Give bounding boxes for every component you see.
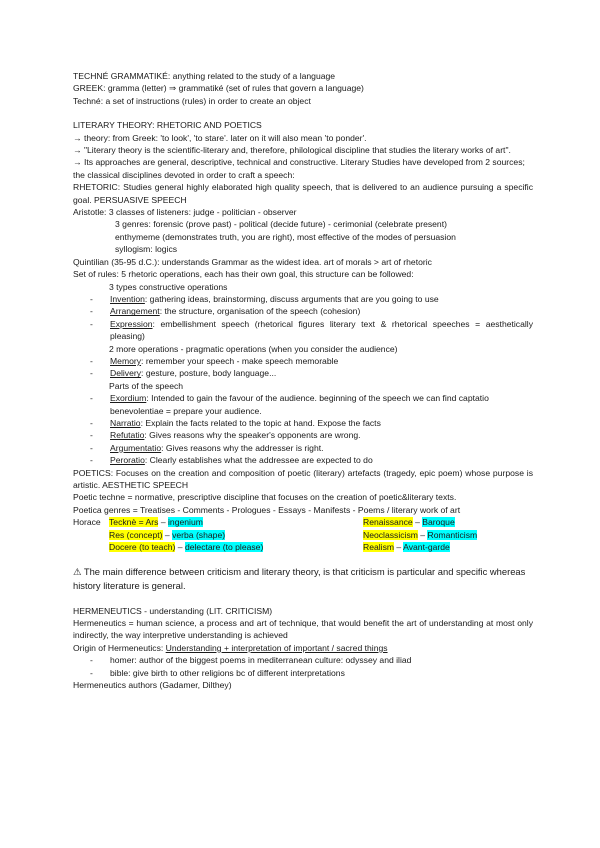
poetics-paragraph: POETICS: Focuses on the creation and composition of poetic (literary) artefacts (tragedy, epic poem) whose purpose is artistic. AESTHETIC SPEECH bbox=[73, 467, 533, 490]
part-text: : Gives reasons why the speaker's opponents are wrong. bbox=[144, 430, 361, 441]
separator: – bbox=[417, 529, 428, 540]
hermeneutics-authors: Hermeneutics authors (Gadamer, Dilthey) bbox=[73, 680, 232, 691]
separator: – bbox=[394, 542, 404, 552]
warning-note: ⚠ The main difference between criticism and literary theory, is that criticism is particular and specific whereas history literature is general. bbox=[73, 566, 526, 591]
highlight-cyan: Baroque bbox=[422, 517, 455, 528]
operation-text: : embellishment speech (rhetorical figures literary text & rhetorical speeches = aesthetically pleasing) bbox=[110, 318, 533, 342]
quintilian-line: Quintilian (35-95 d.C.): understands Grammar as the widest idea. art of morals > art of rhetoric bbox=[73, 256, 432, 267]
aristotle-line: Aristotle: 3 classes of listeners: judge - politician - observer bbox=[73, 207, 297, 218]
parts-of-speech-heading: Parts of the speech bbox=[109, 380, 184, 391]
list-item: - Refutatio: Gives reasons why the speaker's opponents are wrong. bbox=[90, 430, 361, 441]
operation-term: Delivery bbox=[110, 368, 142, 379]
pragmatic-operations-heading: 2 more operations - pragmatic operations (when you consider the audience) bbox=[109, 343, 398, 354]
separator: – bbox=[175, 542, 185, 552]
theory-etymology: → theory: from Greek: 'to look', 'to stare'. later on it will also mean 'to ponder'. bbox=[73, 132, 367, 143]
part-text: : Explain the facts related to the topic at hand. Expose the facts bbox=[140, 417, 381, 428]
greek-line: GREEK: gramma (letter) ⇒ grammatiké (set of rules that govern a language) bbox=[73, 83, 364, 94]
part-term: Refutatio bbox=[110, 430, 145, 441]
periods-column bbox=[363, 516, 533, 553]
literary-theory-quote: → "Literary theory is the scientific-literary and, therefore, philological discipline that studies the literary works of art". bbox=[73, 145, 511, 156]
list-item-text: bible: give birth to other religions bc of different interpretations bbox=[110, 667, 345, 678]
highlight-cyan: Avant-garde bbox=[403, 542, 450, 552]
part-term: Narratio bbox=[110, 417, 141, 428]
highlight-cyan: ingenium bbox=[168, 517, 203, 528]
period-pair bbox=[363, 529, 533, 541]
list-item: - Exordium: Intended to gain the favour of the audience. beginning of the speech we can find captatio benevolentiae = prepare your audience. bbox=[90, 393, 489, 416]
three-genres-line: 3 genres: forensic (prove past) - political (decide future) - cerimonial (celebrate present) bbox=[115, 219, 447, 230]
list-item: - Delivery: gesture, posture, body language... bbox=[90, 368, 277, 379]
highlight-yellow: Renaissance bbox=[363, 517, 413, 528]
enthymeme-line: enthymeme (demonstrates truth, you are right), most effective of the modes of persuasion bbox=[115, 231, 456, 242]
list-item: - Argumentatio: Gives reasons why the addresser is right. bbox=[90, 442, 324, 453]
separator: – bbox=[162, 529, 173, 540]
hermeneutics-heading: HERMENEUTICS - understanding (LIT. CRITICISM) bbox=[73, 605, 273, 616]
hermeneutics-definition: Hermeneutics = human science, a process and art of technique, that would benefit the art of understanding at most only indirectly, the way interpretive understanding is achieved bbox=[73, 617, 533, 641]
document-page bbox=[73, 70, 533, 691]
highlight-cyan: Romanticism bbox=[427, 529, 478, 540]
period-pair bbox=[363, 541, 533, 553]
highlight-cyan: verba (shape) bbox=[172, 529, 226, 540]
highlight-yellow: Docere (to teach) bbox=[109, 542, 176, 552]
syllogism-line: syllogism: logics bbox=[115, 244, 178, 255]
part-text: : Gives reasons why the addresser is right. bbox=[161, 442, 324, 453]
part-term: Argumentatio bbox=[110, 442, 162, 453]
poetica-genres-line: Poetica genres = Treatises - Comments - Prologues - Essays - Manifests - Poems / literary work of art bbox=[73, 504, 461, 515]
constructive-operations-heading: 3 types constructive operations bbox=[109, 281, 228, 292]
horace-table bbox=[73, 516, 533, 553]
highlight-yellow: Tecknè = Ars bbox=[109, 517, 159, 528]
separator: – bbox=[158, 517, 169, 528]
approaches-paragraph: → Its approaches are general, descriptive, technical and constructive. Literary Studies have developed from 2 sources; the classical disciplines devoted in order to craft a speech: bbox=[73, 157, 525, 180]
horace-pair bbox=[109, 516, 363, 528]
operation-term: Expression bbox=[110, 318, 153, 329]
list-item: - Memory: remember your speech - make speech memorable bbox=[90, 355, 339, 366]
highlight-yellow: Res (concept) bbox=[109, 529, 163, 540]
operation-text: : the structure, organisation of the speech (cohesion) bbox=[159, 306, 361, 317]
horace-pair bbox=[109, 529, 363, 541]
list-item-text: homer: author of the biggest poems in mediterranean culture: odyssey and iliad bbox=[110, 655, 412, 666]
part-text: : Clearly establishes what the addressee are expected to do bbox=[144, 455, 373, 466]
techne-definition: Techné: a set of instructions (rules) in order to create an object bbox=[73, 95, 311, 106]
list-item: - Arrangement: the structure, organisation of the speech (cohesion) bbox=[90, 306, 361, 317]
hermeneutics-origin bbox=[73, 642, 533, 654]
techne-heading: TECHNÉ GRAMMATIKÉ: anything related to the study of a language bbox=[73, 71, 336, 81]
operation-term: Arrangement bbox=[110, 306, 160, 317]
list-item: - Narratio: Explain the facts related to the topic at hand. Expose the facts bbox=[90, 417, 381, 428]
separator: – bbox=[412, 517, 423, 528]
highlight-yellow: Realism bbox=[363, 542, 395, 552]
origin-label: Origin of Hermeneutics: bbox=[73, 642, 166, 653]
highlight-cyan: delectare (to please) bbox=[184, 542, 264, 552]
horace-pairs-column bbox=[109, 516, 363, 553]
list-item: - homer: author of the biggest poems in mediterranean culture: odyssey and iliad bbox=[90, 655, 412, 666]
horace-pair bbox=[109, 541, 363, 553]
list-item: - Invention: gathering ideas, brainstorming, discuss arguments that are you going to use bbox=[90, 293, 439, 304]
part-term: Exordium bbox=[110, 393, 147, 404]
operation-text: : gathering ideas, brainstorming, discuss arguments that are you going to use bbox=[144, 293, 439, 304]
set-of-rules-line: Set of rules: 5 rhetoric operations, each has their own goal, this structure can be followed: bbox=[73, 269, 414, 280]
origin-value: Understanding + interpretation of important / sacred things bbox=[165, 642, 388, 653]
part-text: : Intended to gain the favour of the audience. beginning of the speech we can find captatio benevolentiae = prepare your audience. bbox=[110, 393, 489, 416]
operation-text: : gesture, posture, body language... bbox=[141, 368, 277, 379]
list-item: - Expression: embellishment speech (rhetorical figures literary text & rhetorical speeches = aesthetically pleasing) bbox=[90, 318, 533, 342]
list-item: - Peroratio: Clearly establishes what the addressee are expected to do bbox=[90, 455, 373, 466]
period-pair bbox=[363, 516, 533, 528]
operation-term: Memory bbox=[110, 355, 142, 366]
poetic-techne-line: Poetic techne = normative, prescriptive discipline that focuses on the creation of poetic&literary texts. bbox=[73, 492, 457, 503]
horace-label: Horace bbox=[73, 517, 101, 528]
list-item: - bible: give birth to other religions bc of different interpretations bbox=[90, 667, 345, 678]
rhetoric-paragraph: RHETORIC: Studies general highly elaborated high quality speech, that is delivered to an audience pursuing a specific goal. PERSUASIVE SPEECH bbox=[73, 182, 533, 205]
highlight-yellow: Neoclassicism bbox=[363, 529, 418, 540]
operation-text: : remember your speech - make speech memorable bbox=[141, 355, 339, 366]
part-term: Peroratio bbox=[110, 455, 145, 466]
literary-theory-heading: LITERARY THEORY: RHETORIC AND POETICS bbox=[73, 120, 262, 131]
operation-term: Invention bbox=[110, 293, 145, 304]
